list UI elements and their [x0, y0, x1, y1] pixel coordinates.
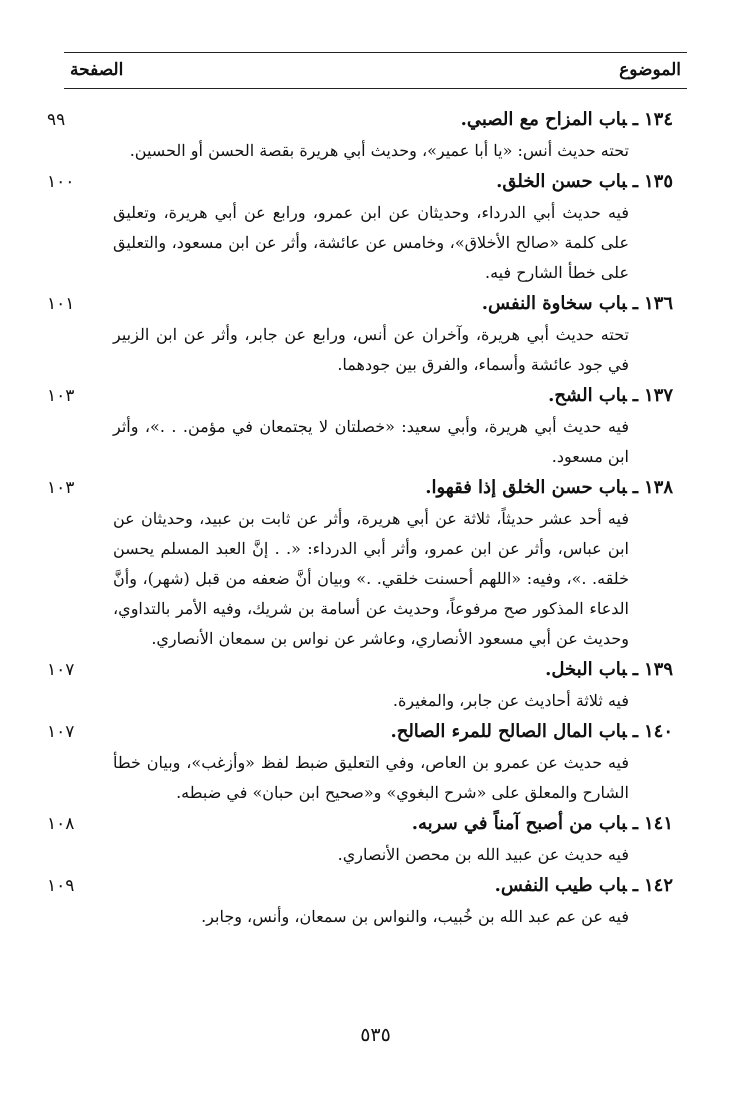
entry-number: ١٣٥	[643, 171, 673, 192]
page-column-header: الصفحة	[70, 60, 124, 80]
entry-title: باب حسن الخلق.	[496, 171, 627, 192]
toc-entry-139: ١٣٩ـباب البخل. ١٠٧ فيه ثلاثة أحاديث عن جابر، والمغيرة.	[113, 654, 673, 716]
entry-number: ١٤١	[643, 813, 673, 834]
entry-number: ١٤٠	[643, 721, 673, 742]
entry-page-number: ١٠٣	[47, 478, 75, 498]
topic-column-header: الموضوع	[619, 60, 681, 80]
entry-title: باب المزاح مع الصبي.	[460, 109, 627, 130]
page-number: ٥٣٥	[360, 1024, 391, 1046]
entry-page-number: ١٠٩	[47, 876, 75, 896]
entry-number: ١٤٢	[643, 875, 673, 896]
entry-page-number: ١٠١	[47, 294, 75, 314]
entry-number: ١٣٧	[643, 385, 673, 406]
entry-title: باب من أصبح آمناً في سربه.	[411, 813, 627, 834]
toc-entry-140: ١٤٠ـباب المال الصالح للمرء الصالح. ١٠٧ فيه حديث عن عمرو بن العاص، وفي التعليق ضبط لفظ «وأزغب»، وبيان خطأ الشارح والمعلق على «شرح البغوي» و«صحيح ابن حبان» في ضبطه.	[113, 716, 673, 808]
entry-description: تحته حديث أنس: «يا أبا عمير»، وحديث أبي هريرة بقصة الحسن أو الحسين.	[129, 141, 629, 160]
entry-description: فيه حديث عن عبيد الله بن محصن الأنصاري.	[337, 845, 629, 864]
header-top-rule	[64, 52, 687, 53]
toc-entry-137: ١٣٧ـباب الشح. ١٠٣ فيه حديث أبي هريرة، وأبي سعيد: «خصلتان لا يجتمعان في مؤمن. . .»، وأثر ابن مسعود.	[113, 380, 673, 472]
toc-entry-135: ١٣٥ـباب حسن الخلق. ١٠٠ فيه حديث أبي الدرداء، وحديثان عن ابن عمرو، ورابع عن أبي هريرة، وتعليق على كلمة «صالح الأخلاق»، وخامس عن عائشة، وأثر عن ابن مسعود، والتعليق على خطأ الشارح فيه.	[113, 166, 673, 288]
entry-page-number: ١٠٨	[47, 814, 75, 834]
entry-page-number: ٩٩	[47, 110, 66, 130]
entry-description: فيه أحد عشر حديثاً، ثلاثة عن أبي هريرة، وأثر عن ثابت بن عبيد، وحديثان عن ابن عباس، وأثر عن ابن عمرو، وأثر أبي الدرداء: «. . إنَّ العبد المسلم يحسن خلقه. .»، وفيه: «اللهم أحسنت خلقي. .» وبيان أنَّ ضعفه من قبل (شهر)، وأنَّ الدعاء المذكور صح مرفوعاً، وحديث عن أسامة بن شريك، وفيه الأمر بالتداوي، وحديث عن أبي مسعود الأنصاري، وعاشر عن نواس بن سمعان الأنصاري.	[113, 509, 629, 648]
entry-page-number: ١٠٧	[47, 660, 75, 680]
header-bottom-rule	[64, 88, 687, 89]
entry-description: فيه حديث أبي الدرداء، وحديثان عن ابن عمرو، ورابع عن أبي هريرة، وتعليق على كلمة «صالح الأخلاق»، وخامس عن عائشة، وأثر عن ابن مسعود، والتعليق على خطأ الشارح فيه.	[113, 203, 629, 282]
entry-number: ١٣٤	[643, 109, 673, 130]
entry-description: فيه حديث أبي هريرة، وأبي سعيد: «خصلتان لا يجتمعان في مؤمن. . .»، وأثر ابن مسعود.	[113, 417, 629, 466]
entry-number: ١٣٩	[643, 659, 673, 680]
entry-title: باب الشح.	[548, 385, 627, 406]
entry-description: فيه عن عم عبد الله بن خُبيب، والنواس بن سمعان، وأنس، وجابر.	[201, 907, 629, 926]
toc-entries	[47, 104, 673, 932]
entry-title: باب سخاوة النفس.	[481, 293, 627, 314]
entry-title: باب البخل.	[545, 659, 627, 680]
toc-entry-134: ١٣٤ـباب المزاح مع الصبي. ٩٩ تحته حديث أنس: «يا أبا عمير»، وحديث أبي هريرة بقصة الحسن أو الحسين.	[113, 104, 673, 166]
entry-number: ١٣٨	[643, 477, 673, 498]
toc-entry-136: ١٣٦ـباب سخاوة النفس. ١٠١ تحته حديث أبي هريرة، وآخران عن أنس، ورابع عن جابر، وأثر عن ابن الزبير في جود عائشة وأسماء، والفرق بين جودهما.	[113, 288, 673, 380]
entry-page-number: ١٠٠	[47, 172, 75, 192]
toc-entry-138: ١٣٨ـباب حسن الخلق إذا فقهوا. ١٠٣ فيه أحد عشر حديثاً، ثلاثة عن أبي هريرة، وأثر عن ثابت بن عبيد، وحديثان عن ابن عباس، وأثر عن ابن عمرو، وأثر أبي الدرداء: «. . إنَّ العبد المسلم يحسن خلقه. .»، وفيه: «اللهم أحسنت خلقي. .» وبيان أنَّ ضعفه من قبل (شهر)، وأنَّ الدعاء المذكور صح مرفوعاً، وحديث عن أسامة بن شريك، وفيه الأمر بالتداوي، وحديث عن أبي مسعود الأنصاري، وعاشر عن نواس بن سمعان الأنصاري.	[113, 472, 673, 654]
toc-entry-141: ١٤١ـباب من أصبح آمناً في سربه. ١٠٨ فيه حديث عن عبيد الله بن محصن الأنصاري.	[113, 808, 673, 870]
entry-description: فيه حديث عن عمرو بن العاص، وفي التعليق ضبط لفظ «وأزغب»، وبيان خطأ الشارح والمعلق على «شرح البغوي» و«صحيح ابن حبان» في ضبطه.	[113, 753, 629, 802]
entry-title: باب حسن الخلق إذا فقهوا.	[425, 477, 627, 498]
entry-page-number: ١٠٧	[47, 722, 75, 742]
entry-page-number: ١٠٣	[47, 386, 75, 406]
toc-entry-142: ١٤٢ـباب طيب النفس. ١٠٩ فيه عن عم عبد الله بن خُبيب، والنواس بن سمعان، وأنس، وجابر.	[113, 870, 673, 932]
entry-number: ١٣٦	[643, 293, 673, 314]
entry-description: تحته حديث أبي هريرة، وآخران عن أنس، ورابع عن جابر، وأثر عن ابن الزبير في جود عائشة وأسماء، والفرق بين جودهما.	[113, 325, 629, 374]
entry-description: فيه ثلاثة أحاديث عن جابر، والمغيرة.	[392, 691, 629, 710]
entry-title: باب طيب النفس.	[494, 875, 627, 896]
entry-title: باب المال الصالح للمرء الصالح.	[390, 721, 627, 742]
